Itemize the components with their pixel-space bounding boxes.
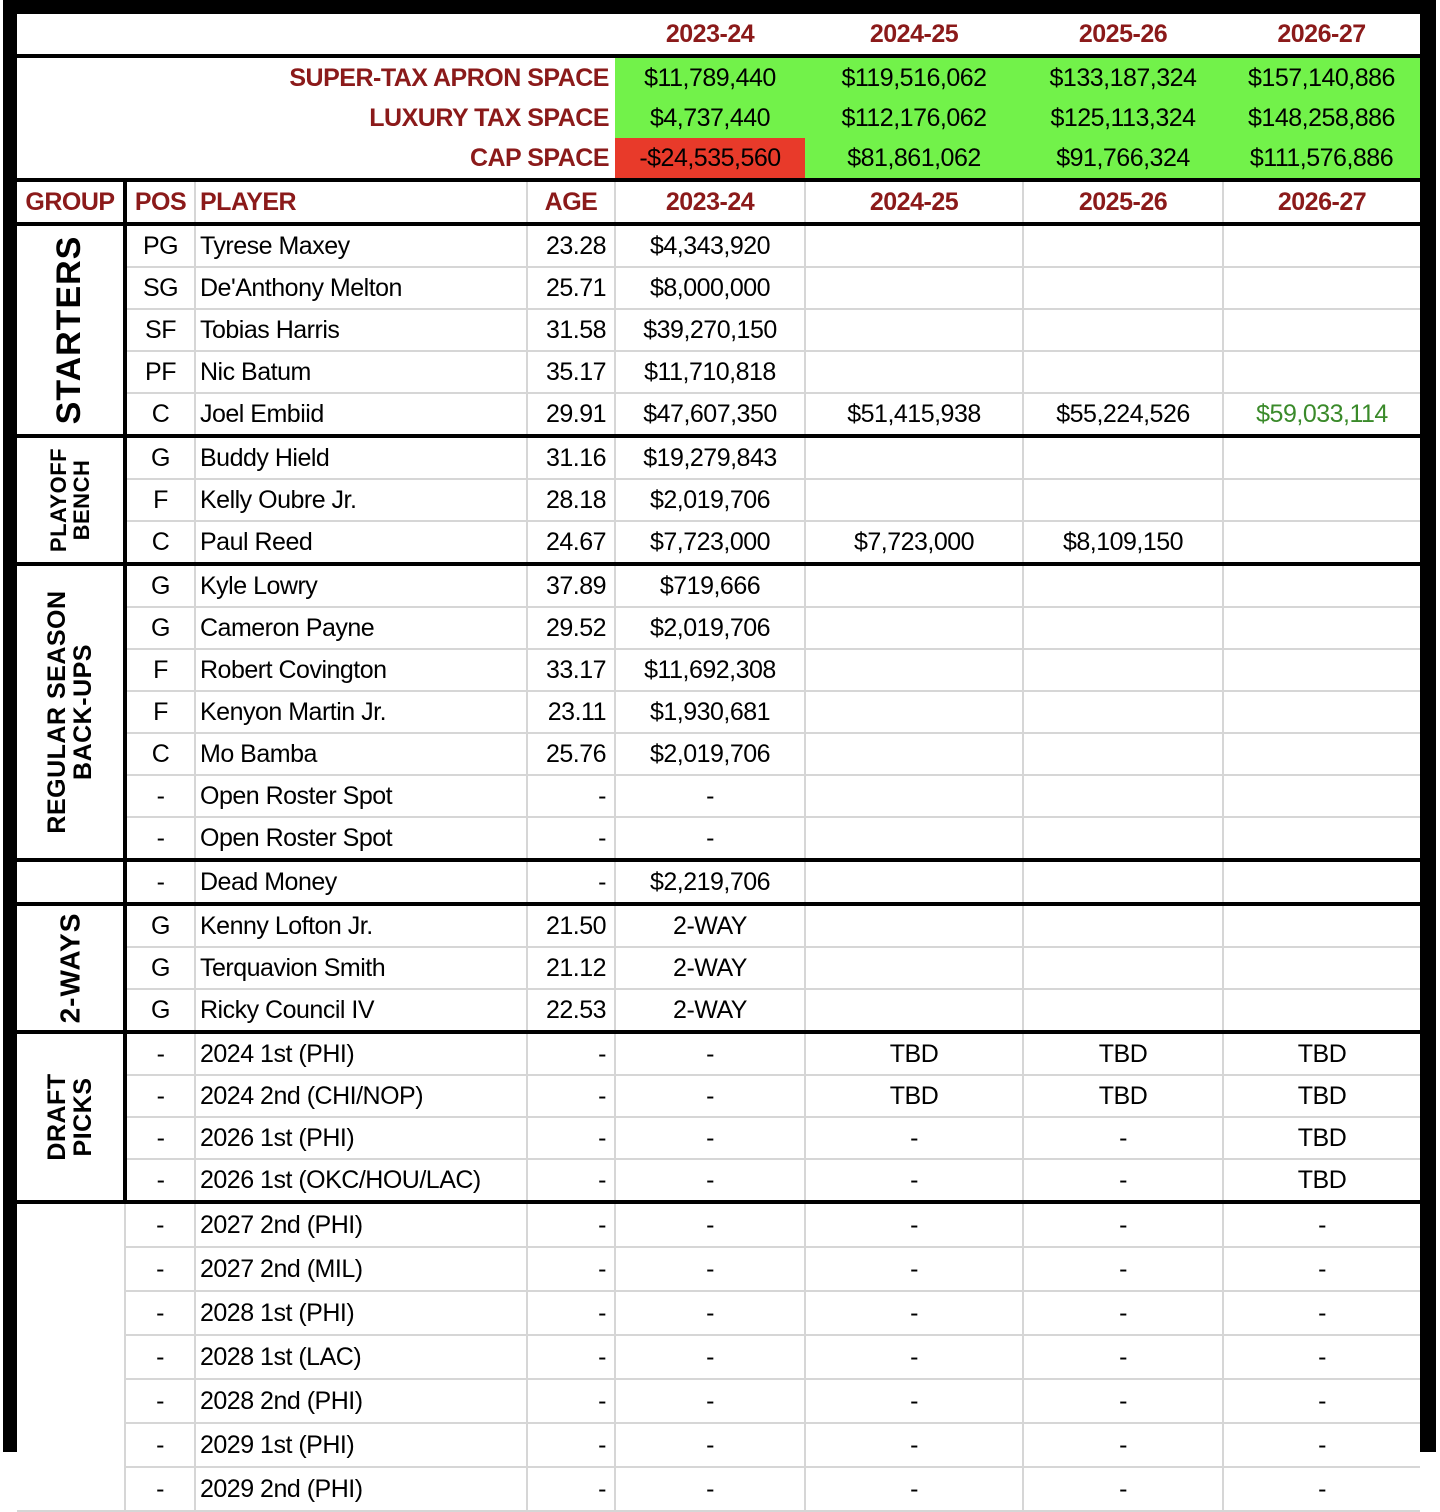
player-cell[interactable]: 2028 1st (LAC) <box>195 1335 527 1379</box>
table-row <box>17 691 1420 733</box>
salary-cell: - <box>1223 1423 1420 1467</box>
salary-cell <box>1023 436 1223 479</box>
table-row <box>17 1423 1420 1467</box>
salary-cell <box>1223 649 1420 691</box>
salary-cell: - <box>615 817 805 860</box>
group-label-line: DRAFT <box>42 1073 71 1161</box>
player-cell[interactable]: Joel Embiid <box>195 393 527 436</box>
age-cell: 35.17 <box>527 351 615 393</box>
age-cell: - <box>527 1032 615 1075</box>
pos-cell: F <box>125 691 195 733</box>
summary-value: -$24,535,560 <box>615 138 805 180</box>
salary-cell: - <box>1223 1202 1420 1247</box>
salary-cell <box>805 733 1023 775</box>
salary-cell <box>1223 309 1420 351</box>
table-row <box>17 1467 1420 1511</box>
salary-cell <box>1223 351 1420 393</box>
salary-cell: - <box>1023 1335 1223 1379</box>
summary-value: $91,766,324 <box>1023 138 1223 180</box>
age-cell: - <box>527 1291 615 1335</box>
salary-cell: $59,033,114 <box>1223 393 1420 436</box>
table-row <box>17 1247 1420 1291</box>
table-row <box>17 564 1420 607</box>
group-label-line: BENCH <box>69 459 94 541</box>
salary-cell: $39,270,150 <box>615 309 805 351</box>
player-cell[interactable]: 2024 1st (PHI) <box>195 1032 527 1075</box>
age-cell: - <box>527 1379 615 1423</box>
table-row <box>17 817 1420 860</box>
salary-cell <box>1023 860 1223 904</box>
salary-cell: - <box>1023 1423 1223 1467</box>
salary-cell <box>1023 351 1223 393</box>
salary-cell <box>1223 564 1420 607</box>
salary-cell: $2,019,706 <box>615 479 805 521</box>
age-cell: 24.67 <box>527 521 615 564</box>
pos-cell: - <box>125 1247 195 1291</box>
table-row <box>17 649 1420 691</box>
salary-cell: - <box>805 1423 1023 1467</box>
group-label <box>47 448 93 552</box>
column-header-season: 2025-26 <box>1023 180 1223 224</box>
summary-value: $125,113,324 <box>1023 98 1223 138</box>
table-row <box>17 521 1420 564</box>
salary-cell <box>1023 309 1223 351</box>
salary-cell <box>805 479 1023 521</box>
salary-cell: $51,415,938 <box>805 393 1023 436</box>
salary-cell: - <box>1023 1247 1223 1291</box>
salary-cell: $1,930,681 <box>615 691 805 733</box>
salary-cell <box>1223 479 1420 521</box>
player-cell[interactable]: 2028 1st (PHI) <box>195 1291 527 1335</box>
group-starters <box>17 224 125 436</box>
salary-cell: TBD <box>1223 1075 1420 1117</box>
player-cell[interactable]: Nic Batum <box>195 351 527 393</box>
table-row <box>17 1159 1420 1202</box>
player-cell[interactable]: 2028 2nd (PHI) <box>195 1379 527 1423</box>
salary-cell <box>805 607 1023 649</box>
salary-cell: - <box>805 1202 1023 1247</box>
salary-cell <box>1023 267 1223 309</box>
summary-label: LUXURY TAX SPACE <box>369 103 609 132</box>
summary-value: $148,258,886 <box>1223 98 1420 138</box>
salary-cell: 2-WAY <box>615 989 805 1032</box>
table-row <box>17 309 1420 351</box>
player-cell[interactable]: 2024 2nd (CHI/NOP) <box>195 1075 527 1117</box>
column-header-player: PLAYER <box>195 180 527 224</box>
salary-cell <box>805 817 1023 860</box>
group-label-line: PLAYOFF <box>45 447 71 553</box>
salary-cell <box>1223 733 1420 775</box>
salary-cell <box>1223 817 1420 860</box>
salary-cell <box>1023 817 1223 860</box>
age-cell: 23.28 <box>527 224 615 267</box>
pos-cell: - <box>125 1075 195 1117</box>
player-cell[interactable]: 2026 1st (OKC/HOU/LAC) <box>195 1159 527 1202</box>
age-cell: 21.12 <box>527 947 615 989</box>
pos-cell: G <box>125 436 195 479</box>
salary-cell: $55,224,526 <box>1023 393 1223 436</box>
player-cell[interactable]: Mo Bamba <box>195 733 527 775</box>
age-cell: 23.11 <box>527 691 615 733</box>
salary-cell: TBD <box>805 1075 1023 1117</box>
summary-label: CAP SPACE <box>17 138 615 180</box>
table-row <box>17 1202 1420 1247</box>
salary-cell: $47,607,350 <box>615 393 805 436</box>
salary-cell <box>805 649 1023 691</box>
salary-cell: TBD <box>1223 1032 1420 1075</box>
column-header-age: AGE <box>527 180 615 224</box>
age-cell: 28.18 <box>527 479 615 521</box>
age-cell: - <box>527 1159 615 1202</box>
salary-cell <box>1023 733 1223 775</box>
pos-cell: G <box>125 904 195 947</box>
player-cell[interactable]: Robert Covington <box>195 649 527 691</box>
salary-cell: - <box>1223 1335 1420 1379</box>
salary-cell: - <box>615 1467 805 1511</box>
salary-cell: - <box>615 1075 805 1117</box>
salary-cell <box>1223 775 1420 817</box>
table-row <box>17 947 1420 989</box>
pos-cell: - <box>125 1467 195 1511</box>
age-cell: - <box>527 1202 615 1247</box>
group-blank <box>17 860 125 904</box>
summary-value: $133,187,324 <box>1023 56 1223 98</box>
age-cell: - <box>527 775 615 817</box>
player-cell[interactable]: 2027 2nd (PHI) <box>195 1202 527 1247</box>
salary-cell <box>805 436 1023 479</box>
pos-cell: G <box>125 989 195 1032</box>
table-row <box>17 607 1420 649</box>
salary-cell <box>805 564 1023 607</box>
group-label <box>44 1073 97 1160</box>
player-cell[interactable]: Ricky Council IV <box>195 989 527 1032</box>
age-cell: 22.53 <box>527 989 615 1032</box>
salary-cell: - <box>1023 1202 1223 1247</box>
salary-cell <box>1023 649 1223 691</box>
salary-cell <box>1223 521 1420 564</box>
salary-cell <box>1223 607 1420 649</box>
salary-cell: $719,666 <box>615 564 805 607</box>
salary-cell <box>805 947 1023 989</box>
salary-cell: 2-WAY <box>615 904 805 947</box>
player-cell[interactable]: Open Roster Spot <box>195 817 527 860</box>
table-row <box>17 1335 1420 1379</box>
table-row <box>17 479 1420 521</box>
column-header-season: 2026-27 <box>1223 180 1420 224</box>
table-row <box>17 224 1420 267</box>
table-row <box>17 860 1420 904</box>
column-header-season: 2024-25 <box>805 180 1023 224</box>
salary-cell: $4,343,920 <box>615 224 805 267</box>
salary-cell <box>805 989 1023 1032</box>
pos-cell: - <box>125 817 195 860</box>
group-label-line: REGULAR SEASON <box>42 590 71 834</box>
salary-cell <box>1023 775 1223 817</box>
salary-cell: $8,109,150 <box>1023 521 1223 564</box>
pos-cell: G <box>125 607 195 649</box>
summary-row <box>17 138 1420 180</box>
player-cell[interactable]: Tobias Harris <box>195 309 527 351</box>
salary-cell <box>1023 904 1223 947</box>
salary-cell <box>1023 691 1223 733</box>
group-blank <box>17 1202 125 1511</box>
column-header-pos: POS <box>125 180 195 224</box>
age-cell: 29.91 <box>527 393 615 436</box>
pos-cell: - <box>125 860 195 904</box>
salary-cell: TBD <box>1223 1159 1420 1202</box>
salary-cell: - <box>1223 1247 1420 1291</box>
salary-cell: - <box>1023 1467 1223 1511</box>
salary-cell <box>805 860 1023 904</box>
table-row <box>17 1379 1420 1423</box>
salary-cell <box>805 691 1023 733</box>
pos-cell: - <box>125 1117 195 1159</box>
pos-cell: SF <box>125 309 195 351</box>
player-cell[interactable]: Open Roster Spot <box>195 775 527 817</box>
salary-cell: - <box>1023 1117 1223 1159</box>
player-cell[interactable]: 2029 2nd (PHI) <box>195 1467 527 1511</box>
player-cell[interactable]: De'Anthony Melton <box>195 267 527 309</box>
pos-cell: - <box>125 1335 195 1379</box>
pos-cell: C <box>125 733 195 775</box>
player-cell[interactable]: Kelly Oubre Jr. <box>195 479 527 521</box>
pos-cell: C <box>125 521 195 564</box>
salary-cell: - <box>805 1117 1023 1159</box>
column-header-group: GROUP <box>17 180 125 224</box>
summary-row <box>17 98 1420 138</box>
age-cell: 25.76 <box>527 733 615 775</box>
table-row <box>17 1117 1420 1159</box>
pos-cell: SG <box>125 267 195 309</box>
pos-cell: F <box>125 479 195 521</box>
pos-cell: PF <box>125 351 195 393</box>
pos-cell: G <box>125 947 195 989</box>
group-label-line: PICKS <box>69 1077 97 1157</box>
salary-cell: - <box>1023 1159 1223 1202</box>
summary-value: $81,861,062 <box>805 138 1023 180</box>
salary-cell: TBD <box>1023 1075 1223 1117</box>
age-cell: 33.17 <box>527 649 615 691</box>
summary-value: $112,176,062 <box>805 98 1023 138</box>
age-cell: - <box>527 1467 615 1511</box>
age-cell: - <box>527 817 615 860</box>
pos-cell: F <box>125 649 195 691</box>
age-cell: 29.52 <box>527 607 615 649</box>
player-cell[interactable]: Terquavion Smith <box>195 947 527 989</box>
age-cell: - <box>527 1247 615 1291</box>
salary-cell: $11,692,308 <box>615 649 805 691</box>
player-cell[interactable]: Tyrese Maxey <box>195 224 527 267</box>
summary-label: SUPER-TAX APRON SPACE <box>289 63 609 92</box>
pos-cell: - <box>125 1291 195 1335</box>
summary-value: $11,789,440 <box>615 56 805 98</box>
pos-cell: - <box>125 775 195 817</box>
salary-cell: - <box>1023 1379 1223 1423</box>
salary-cell: $2,019,706 <box>615 607 805 649</box>
pos-cell: - <box>125 1423 195 1467</box>
age-cell: - <box>527 1075 615 1117</box>
salary-cell: $7,723,000 <box>615 521 805 564</box>
pos-cell: - <box>125 1379 195 1423</box>
player-cell[interactable]: Kenny Lofton Jr. <box>195 904 527 947</box>
group-label <box>44 590 97 833</box>
group-backups <box>17 564 125 860</box>
player-cell[interactable]: 2027 2nd (MIL) <box>195 1247 527 1291</box>
salary-cell <box>1223 989 1420 1032</box>
player-cell[interactable]: Dead Money <box>195 860 527 904</box>
salary-cell <box>805 224 1023 267</box>
salary-cell: - <box>805 1335 1023 1379</box>
age-cell: 25.71 <box>527 267 615 309</box>
salary-cell <box>1223 267 1420 309</box>
pos-cell: PG <box>125 224 195 267</box>
salary-cell: $19,279,843 <box>615 436 805 479</box>
player-cell[interactable]: Buddy Hield <box>195 436 527 479</box>
salary-cell: TBD <box>1223 1117 1420 1159</box>
group-label: 2-WAYS <box>54 912 86 1024</box>
salary-cell <box>1223 947 1420 989</box>
salary-cell: - <box>1023 1291 1223 1335</box>
salary-cell <box>1223 224 1420 267</box>
salary-cell <box>1023 479 1223 521</box>
column-header-season: 2023-24 <box>615 180 805 224</box>
table-row <box>17 1075 1420 1117</box>
salary-cell: TBD <box>805 1032 1023 1075</box>
salary-cell <box>1023 564 1223 607</box>
salary-cell: - <box>1223 1467 1420 1511</box>
group-playoff-bench <box>17 436 125 564</box>
salary-cell: TBD <box>1023 1032 1223 1075</box>
season-header: 2025-26 <box>1023 14 1223 56</box>
salary-cell <box>1023 989 1223 1032</box>
salary-cell: - <box>805 1247 1023 1291</box>
season-header-row <box>17 14 1420 56</box>
player-cell[interactable]: 2029 1st (PHI) <box>195 1423 527 1467</box>
summary-value: $119,516,062 <box>805 56 1023 98</box>
age-cell: 37.89 <box>527 564 615 607</box>
table-row <box>17 436 1420 479</box>
summary-value: $157,140,886 <box>1223 56 1420 98</box>
summary-value: $111,576,886 <box>1223 138 1420 180</box>
player-cell[interactable]: Cameron Payne <box>195 607 527 649</box>
player-cell[interactable]: Paul Reed <box>195 521 527 564</box>
salary-table <box>17 14 1420 1512</box>
table-row <box>17 775 1420 817</box>
pos-cell: C <box>125 393 195 436</box>
table-row <box>17 393 1420 436</box>
salary-cell: - <box>615 1117 805 1159</box>
salary-cell: - <box>805 1379 1023 1423</box>
blank-cell <box>17 14 615 56</box>
season-header: 2026-27 <box>1223 14 1420 56</box>
age-cell: 31.16 <box>527 436 615 479</box>
salary-cell: - <box>805 1467 1023 1511</box>
player-cell[interactable]: Kenyon Martin Jr. <box>195 691 527 733</box>
pos-cell: G <box>125 564 195 607</box>
season-header: 2024-25 <box>805 14 1023 56</box>
age-cell: - <box>527 1423 615 1467</box>
table-row <box>17 267 1420 309</box>
player-cell[interactable]: 2026 1st (PHI) <box>195 1117 527 1159</box>
salary-cell: $7,723,000 <box>805 521 1023 564</box>
group-label-line: BACK-UPS <box>69 644 97 780</box>
salary-cell <box>1023 607 1223 649</box>
salary-cell: $8,000,000 <box>615 267 805 309</box>
salary-cell: - <box>615 1032 805 1075</box>
salary-cell: - <box>615 1291 805 1335</box>
age-cell: - <box>527 1117 615 1159</box>
salary-cell: - <box>805 1159 1023 1202</box>
salary-cell: $11,710,818 <box>615 351 805 393</box>
table-row <box>17 989 1420 1032</box>
pos-cell: - <box>125 1159 195 1202</box>
salary-cell: $2,019,706 <box>615 733 805 775</box>
age-cell: - <box>527 860 615 904</box>
salary-cell: - <box>805 1291 1023 1335</box>
salary-sheet <box>17 14 1420 1503</box>
salary-cell: $2,219,706 <box>615 860 805 904</box>
salary-cell <box>1223 436 1420 479</box>
table-row <box>17 351 1420 393</box>
table-row <box>17 904 1420 947</box>
table-row <box>17 1291 1420 1335</box>
summary-value: $4,737,440 <box>615 98 805 138</box>
salary-cell <box>1023 947 1223 989</box>
salary-cell <box>1223 860 1420 904</box>
salary-cell: - <box>615 1159 805 1202</box>
salary-cell <box>1023 224 1223 267</box>
salary-cell <box>1223 691 1420 733</box>
summary-row <box>17 56 1420 98</box>
salary-cell: - <box>615 1335 805 1379</box>
salary-cell: 2-WAY <box>615 947 805 989</box>
group-label: STARTERS <box>50 235 89 425</box>
group-two-ways <box>17 904 125 1032</box>
salary-cell <box>805 267 1023 309</box>
age-cell: - <box>527 1335 615 1379</box>
salary-cell: - <box>615 1423 805 1467</box>
salary-cell <box>805 775 1023 817</box>
table-row <box>17 733 1420 775</box>
salary-cell <box>805 351 1023 393</box>
salary-cell: - <box>615 775 805 817</box>
age-cell: 21.50 <box>527 904 615 947</box>
salary-cell: - <box>1223 1291 1420 1335</box>
column-header-row <box>17 180 1420 224</box>
salary-cell <box>1223 904 1420 947</box>
salary-cell <box>805 904 1023 947</box>
pos-cell: - <box>125 1202 195 1247</box>
salary-cell <box>805 309 1023 351</box>
season-header: 2023-24 <box>615 14 805 56</box>
group-draft-picks <box>17 1032 125 1202</box>
table-row <box>17 1032 1420 1075</box>
age-cell: 31.58 <box>527 309 615 351</box>
sheet-edge <box>1436 0 1440 1452</box>
salary-cell: - <box>1223 1379 1420 1423</box>
player-cell[interactable]: Kyle Lowry <box>195 564 527 607</box>
salary-cell: - <box>615 1202 805 1247</box>
salary-cell: - <box>615 1247 805 1291</box>
pos-cell: - <box>125 1032 195 1075</box>
salary-cell: - <box>615 1379 805 1423</box>
